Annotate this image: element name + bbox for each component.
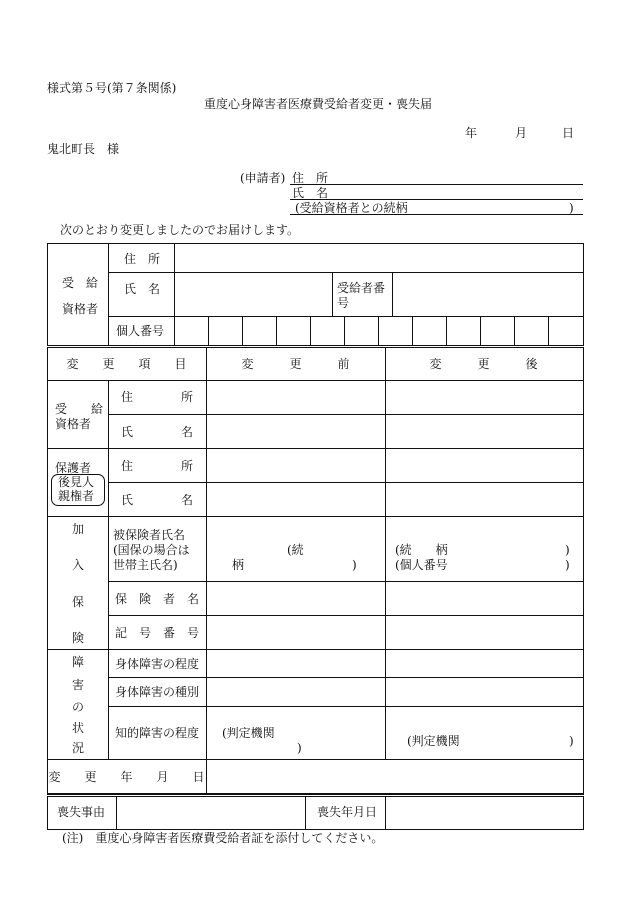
loss-divider bbox=[385, 796, 386, 829]
eligible-label-1: 受 給 bbox=[62, 276, 99, 290]
change-date-label: 変 更 年 月 日 bbox=[48, 770, 205, 784]
eligible-row-line-1 bbox=[108, 272, 583, 273]
mynumber-box-divider bbox=[344, 316, 345, 345]
eligible-label-divider bbox=[174, 243, 175, 345]
after-column-divider bbox=[385, 347, 386, 759]
header-row-line bbox=[47, 380, 583, 381]
loss-table bbox=[47, 796, 584, 830]
change-guardian-name: 氏 名 bbox=[120, 493, 193, 507]
mynumber-box-divider bbox=[208, 316, 209, 345]
guardian-label-3: 親権者 bbox=[58, 489, 95, 503]
insurance-char-3: 保 bbox=[72, 595, 85, 609]
change-eligible-name: 氏 名 bbox=[120, 425, 193, 439]
row-line bbox=[108, 414, 583, 415]
mynumber-box-divider bbox=[242, 316, 243, 345]
before-relation-close: ) bbox=[352, 558, 357, 572]
header-change-item: 変 更 項 目 bbox=[66, 357, 187, 371]
loss-reason-label: 喪失事由 bbox=[57, 805, 106, 819]
addressee: 鬼北町長 様 bbox=[47, 142, 120, 156]
header-after: 変 更 後 bbox=[429, 357, 538, 371]
loss-date-label: 喪失年月日 bbox=[317, 805, 378, 819]
guardian-label-2: 後見人 bbox=[58, 475, 95, 489]
disability-char-5: 況 bbox=[72, 741, 85, 755]
my-number-label: 個人番号 bbox=[116, 324, 165, 338]
form-number: 様式第５号(第７条関係) bbox=[47, 81, 177, 95]
applicant-name-line bbox=[290, 199, 583, 200]
row-line bbox=[108, 615, 583, 616]
intellectual-degree-label: 知的障害の程度 bbox=[114, 726, 199, 740]
eligible-row-line-2 bbox=[108, 316, 583, 317]
insured-name-label-2: (国保の場合は bbox=[113, 543, 190, 557]
insurer-name-label: 保 険 者 名 bbox=[114, 592, 199, 606]
row-line bbox=[108, 581, 583, 582]
form-title: 重度心身障害者医療費受給者変更・喪失届 bbox=[204, 97, 433, 111]
intro-text: 次のとおり変更しましたのでお届けします。 bbox=[60, 223, 300, 237]
row-line bbox=[108, 677, 583, 678]
row-line bbox=[47, 759, 583, 760]
mynumber-box-divider bbox=[412, 316, 413, 345]
mynumber-box-divider bbox=[378, 316, 379, 345]
date-day: 日 bbox=[562, 126, 575, 140]
recipient-no-label-1: 受給者番 bbox=[337, 281, 386, 295]
eligible-label-2: 資格者 bbox=[62, 302, 99, 316]
date-year: 年 bbox=[465, 126, 478, 140]
recipient-no-divider bbox=[392, 272, 393, 316]
applicant-relation-line bbox=[290, 214, 583, 215]
row-line bbox=[108, 482, 583, 483]
applicant-relation-close: ) bbox=[569, 201, 574, 215]
insurance-char-1: 加 bbox=[72, 522, 85, 536]
eligible-divider bbox=[108, 243, 109, 345]
eligible-name-label: 氏 名 bbox=[124, 282, 161, 296]
applicant-relation-label: (受給資格者との続柄 bbox=[295, 201, 408, 215]
after-judge-label: (判定機関 bbox=[407, 734, 460, 748]
row-line bbox=[108, 706, 583, 707]
row-line bbox=[47, 649, 583, 650]
eligible-address-label: 住 所 bbox=[124, 252, 161, 266]
change-eligible-label-1: 受 給 bbox=[55, 402, 104, 416]
before-relation-char: 柄 bbox=[232, 558, 245, 572]
before-judge-close: ) bbox=[297, 741, 302, 755]
row-line bbox=[47, 516, 583, 517]
change-eligible-address: 住 所 bbox=[120, 390, 193, 404]
symbol-number-label: 記 号 番 号 bbox=[114, 626, 199, 640]
mynumber-box-divider bbox=[276, 316, 277, 345]
physical-degree-label: 身体障害の程度 bbox=[114, 657, 199, 671]
date-month: 月 bbox=[515, 126, 528, 140]
mynumber-box-divider bbox=[446, 316, 447, 345]
disability-char-2: 害 bbox=[72, 678, 85, 692]
after-judge-close: ) bbox=[569, 734, 574, 748]
row-line bbox=[47, 448, 583, 449]
loss-divider bbox=[305, 796, 306, 829]
after-relation-close: ) bbox=[565, 543, 570, 557]
recipient-no-label-2: 号 bbox=[337, 296, 350, 310]
before-judge-label: (判定機関 bbox=[222, 726, 275, 740]
guardian-label: 保護者 bbox=[55, 461, 92, 475]
insurance-char-2: 入 bbox=[72, 558, 85, 572]
insured-name-label-3: 世帯主氏名) bbox=[113, 558, 178, 572]
disability-char-3: の bbox=[72, 700, 85, 714]
header-before: 変 更 前 bbox=[241, 357, 350, 371]
disability-char-4: 状 bbox=[72, 721, 85, 735]
change-table-bottom bbox=[47, 793, 583, 795]
before-relation-open: (続 bbox=[287, 543, 304, 557]
applicant-address-line bbox=[290, 184, 583, 185]
change-eligible-label-2: 資格者 bbox=[55, 417, 92, 431]
mynumber-box-divider bbox=[514, 316, 515, 345]
applicant-name-label: 氏 名 bbox=[292, 186, 329, 200]
disability-char-1: 障 bbox=[72, 655, 85, 669]
insured-name-label-1: 被保険者氏名 bbox=[113, 528, 186, 542]
mynumber-box-divider bbox=[548, 316, 549, 345]
change-guardian-address: 住 所 bbox=[120, 459, 193, 473]
applicant-label: (申請者) bbox=[240, 171, 286, 185]
note-text: (注) 重度心身障害者医療費受給者証を添付してください。 bbox=[62, 831, 384, 845]
mynumber-box-divider bbox=[310, 316, 311, 345]
after-mynumber-label: (個人番号 bbox=[395, 558, 448, 572]
eligible-name-divider bbox=[332, 272, 333, 316]
after-relation-label: (続 柄 bbox=[395, 543, 448, 557]
after-mynumber-close: ) bbox=[565, 558, 570, 572]
loss-divider bbox=[116, 796, 117, 829]
insurance-char-4: 険 bbox=[72, 631, 85, 645]
applicant-address-label: 住 所 bbox=[292, 171, 329, 185]
physical-type-label: 身体障害の種別 bbox=[114, 685, 199, 699]
mynumber-box-divider bbox=[480, 316, 481, 345]
